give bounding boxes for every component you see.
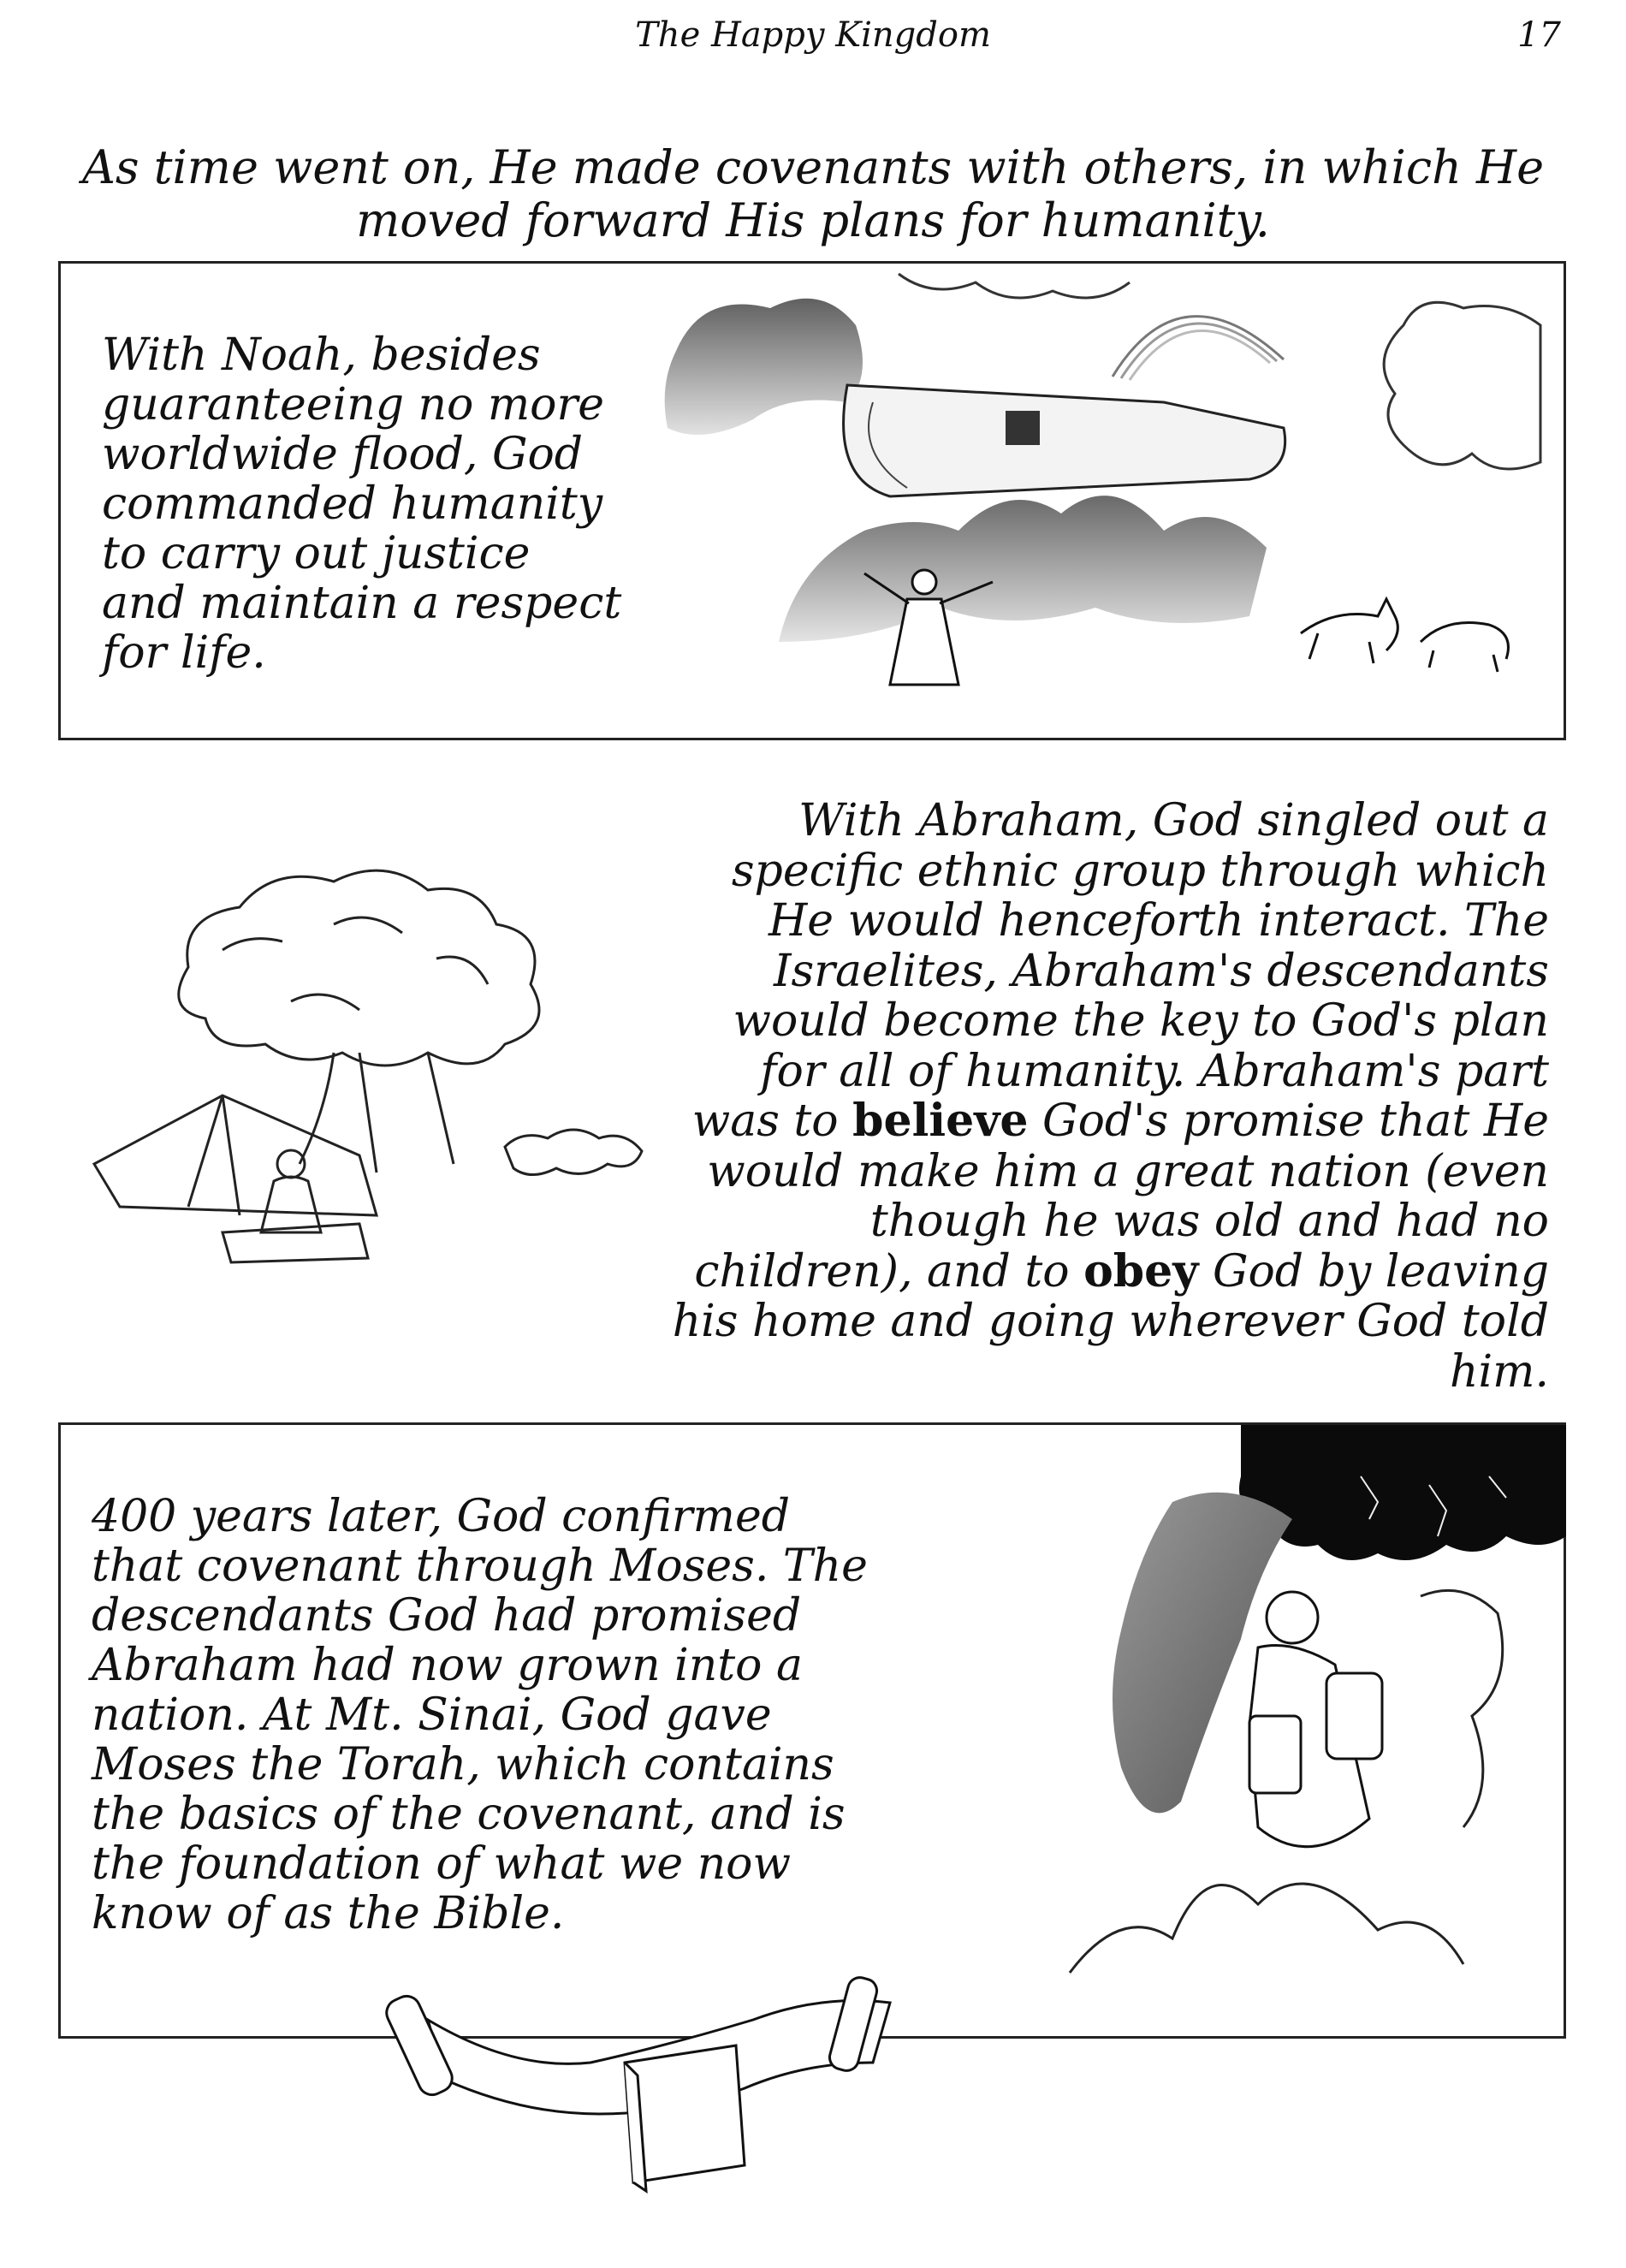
book-title: The Happy Kingdom — [635, 15, 991, 55]
obey-emphasis: obey — [1083, 1244, 1199, 1297]
abraham-text-part3: God by leaving his home and going wherever God told him. — [672, 1245, 1549, 1398]
abraham-text-part1: With Abraham, God singled out a specific ethnic group through which He would henceforth interact. The Israelites, Abraham's descendants would become the key to God's plan for all of humanity. Abraham's part was to — [691, 795, 1549, 1147]
intro-text: As time went on, He made covenants with others, in which He moved forward His plans for humanity. — [81, 140, 1545, 247]
moses-sinai-illustration — [950, 1425, 1566, 2036]
believe-emphasis: believe — [852, 1095, 1029, 1147]
torah-scroll-illustration — [394, 1968, 941, 2225]
running-head — [0, 15, 1626, 67]
moses-caption: 400 years later, God confirmed that covenant through Moses. The descendants God had promised Abraham had now grown into a nation. At Mt. Sinai, God gave Moses the Torah, which contains the basics of the covenant, and is the foundation of what we now know of as the Bible. — [92, 1491, 868, 1939]
page-number: 17 — [1517, 15, 1561, 55]
noah-ark-illustration — [650, 274, 1558, 719]
abraham-tent-illustration — [77, 856, 668, 1267]
noah-caption: With Noah, besides guaranteeing no more worldwide flood, God commanded humanity to carry out justice and maintain a respect for life. — [102, 330, 622, 679]
abraham-text — [668, 796, 1549, 1397]
abraham-text-part2: God's promise that He would make him a great nation (even though he was old and had no children), and to — [694, 1095, 1549, 1297]
